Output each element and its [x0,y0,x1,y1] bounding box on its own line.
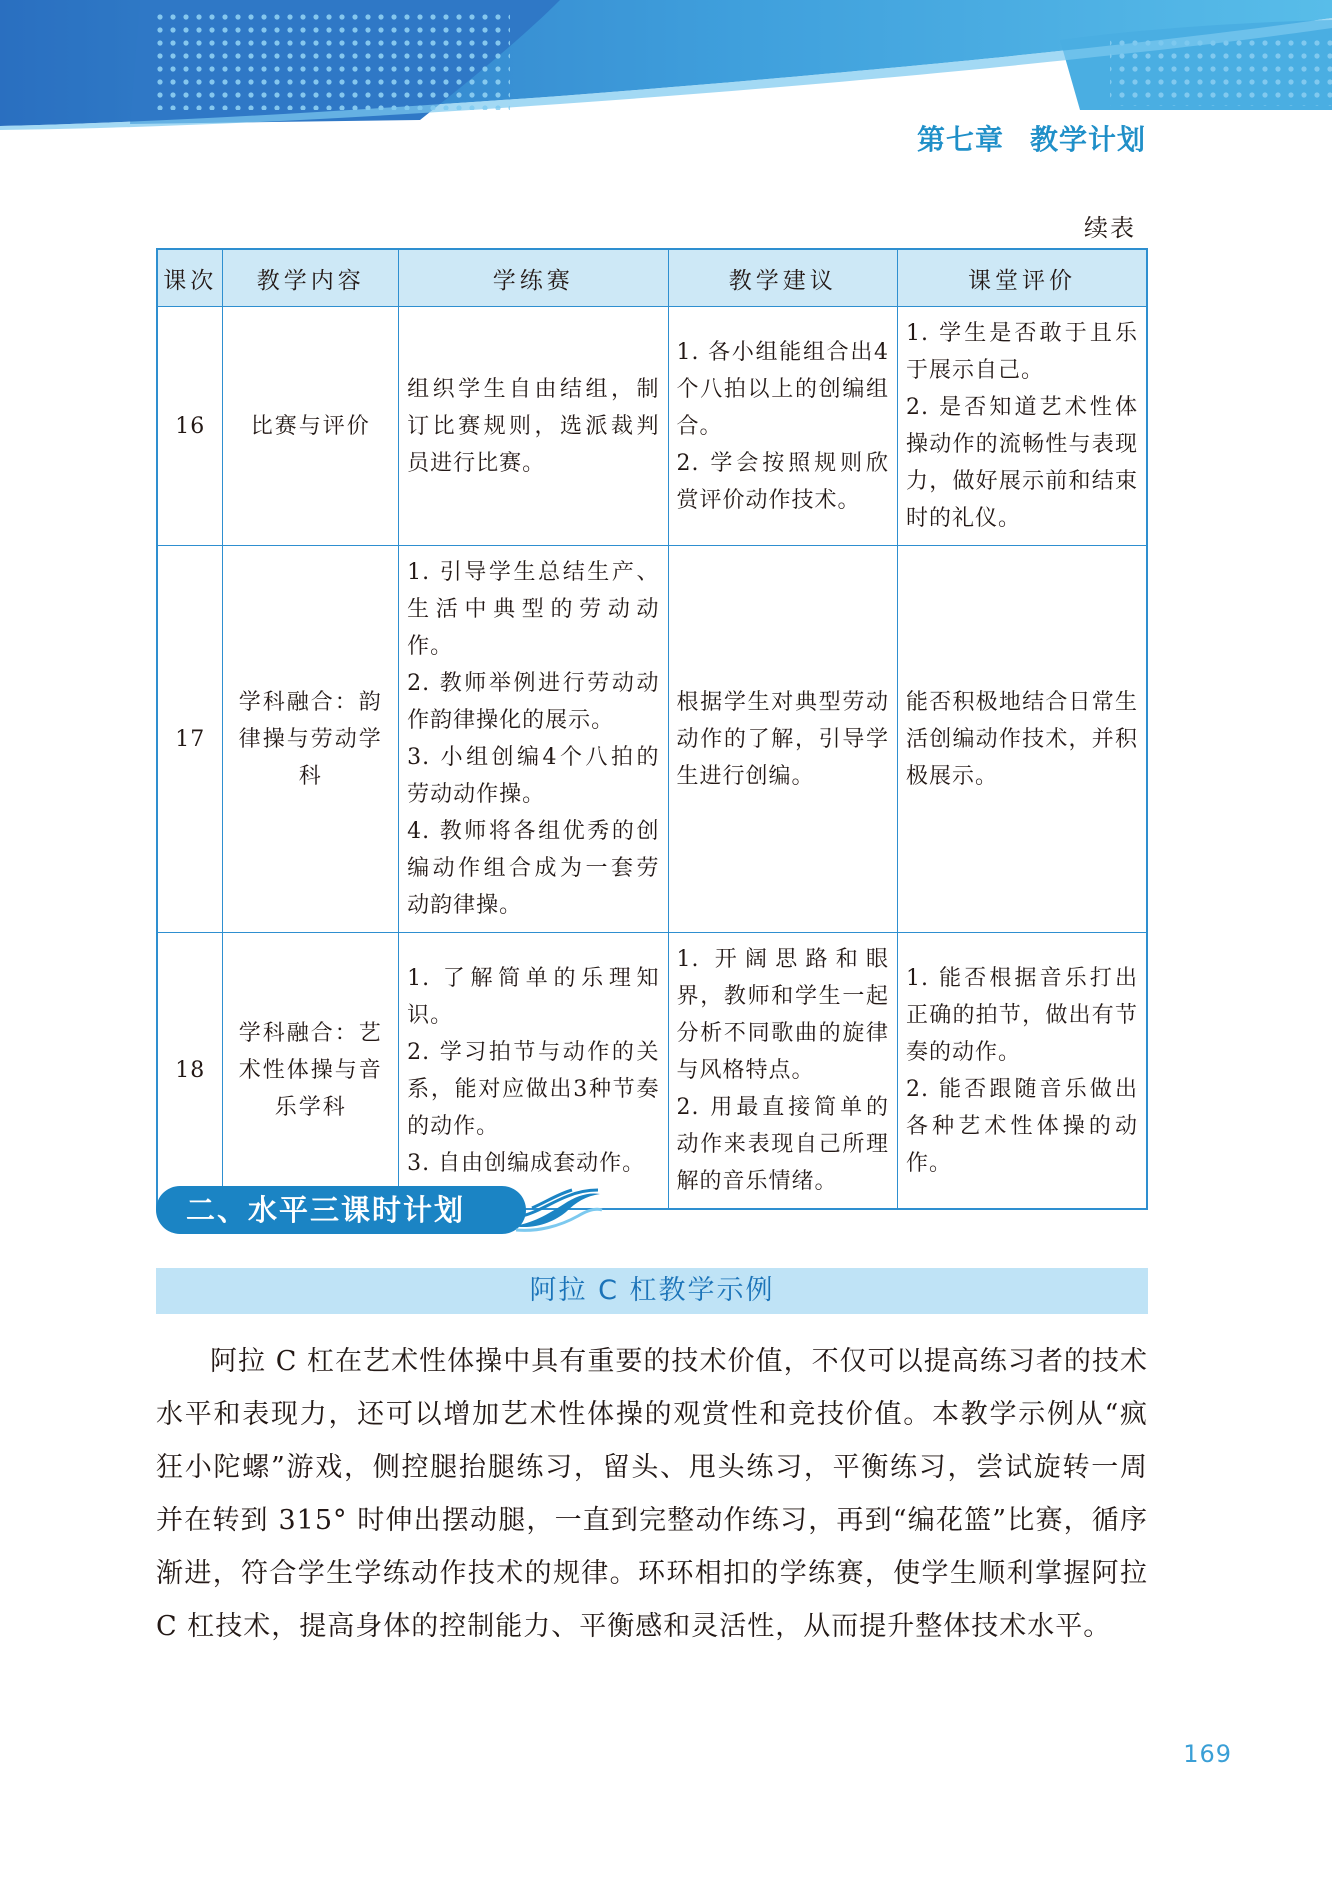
lesson-evaluation [898,307,1147,546]
lesson-practice [399,307,668,546]
suggestion-text: 1. 开阔思路和眼界，教师和学生一起分析不同歌曲的旋律与风格特点。 2. 用最直接简单的动作来表现自己所理解的音乐情绪。 [676,947,890,1194]
lesson-practice [399,933,668,1210]
body-paragraph: 阿拉 C 杠在艺术性体操中具有重要的技术价值，不仅可以提高练习者的技术水平和表现力，还可以增加艺术性体操的观赏性和竞技价值。本教学示例从“疯狂小陀螺”游戏，侧控腿抬腿练习，留头、甩头练习，平衡练习，尝试旋转一周并在转到 315° 时伸出摆动腿，一直到完整动作练习，再到“编花篮”比赛，循序渐进，符合学生学练动作技术的规律。环环相扣的学练赛，使学生顺利掌握阿拉 C 杠技术，提高身体的控制能力、平衡感和灵活性，从而提升整体技术水平。 [156,1346,1148,1642]
suggestion-text: 1. 各小组能组合出4个八拍以上的创编组合。 2. 学会按照规则欣赏评价动作技术。 [676,339,890,513]
header-suggestion: 教学建议 [668,249,898,307]
lesson-suggestion [668,546,898,933]
lesson-number: 16 [157,307,223,546]
lesson-practice [399,546,668,933]
example-title: 阿拉 C 杠教学示例 [156,1268,1148,1314]
header-lesson: 课次 [157,249,223,307]
page-number: 169 [1183,1740,1232,1768]
lesson-evaluation [898,546,1147,933]
evaluation-text: 1. 学生是否敢于且乐于展示自己。 2. 是否知道艺术性体操动作的流畅性与表现力，做好展示前和结束时的礼仪。 [906,321,1138,531]
header-content: 教学内容 [223,249,399,307]
practice-text: 1. 引导学生总结生产、生活中典型的劳动动作。 2. 教师举例进行劳动动作韵律操化的展示。 3. 小组创编4个八拍的劳动动作操。 4. 教师将各组优秀的创编动作组合成为一套劳动韵律操。 [407,560,660,918]
table-row [157,307,1147,546]
section-heading-text: 二、水平三课时计划 [156,1186,526,1234]
practice-text: 组织学生自由结组，制订比赛规则，选派裁判员进行比赛。 [407,376,660,476]
top-banner [0,0,1332,130]
lesson-content: 比赛与评价 [223,307,399,546]
evaluation-text: 能否积极地结合日常生活创编动作技术，并积极展示。 [906,689,1138,789]
table-header-row [157,249,1147,307]
continued-label: 续表 [1084,214,1136,242]
chapter-title [917,118,1146,158]
evaluation-text: 1. 能否根据音乐打出正确的拍节，做出有节奏的动作。 2. 能否跟随音乐做出各种艺术性体操的动作。 [906,965,1138,1176]
table-row [157,933,1147,1210]
suggestion-text: 根据学生对典型劳动动作的了解，引导学生进行创编。 [676,689,890,789]
lesson-content: 学科融合：艺术性体操与音乐学科 [223,933,399,1210]
lesson-suggestion [668,307,898,546]
lesson-evaluation [898,933,1147,1210]
lesson-content: 学科融合：韵律操与劳动学科 [223,546,399,933]
section-heading [156,1186,604,1234]
practice-text: 1. 了解简单的乐理知识。 2. 学习拍节与动作的关系，能对应做出3种节奏的动作。 3. 自由创编成套动作。 [407,965,660,1176]
banner-graphic [0,0,1332,130]
chapter-name: 教学计划 [1029,123,1146,156]
chapter-number: 第七章 [916,123,1004,156]
lesson-number: 18 [157,933,223,1210]
lesson-plan-table [156,248,1148,1210]
header-evaluation: 课堂评价 [898,249,1147,307]
table-row [157,546,1147,933]
wave-icon [508,1186,604,1234]
lesson-number: 17 [157,546,223,933]
header-practice: 学练赛 [399,249,668,307]
lesson-suggestion [668,933,898,1210]
